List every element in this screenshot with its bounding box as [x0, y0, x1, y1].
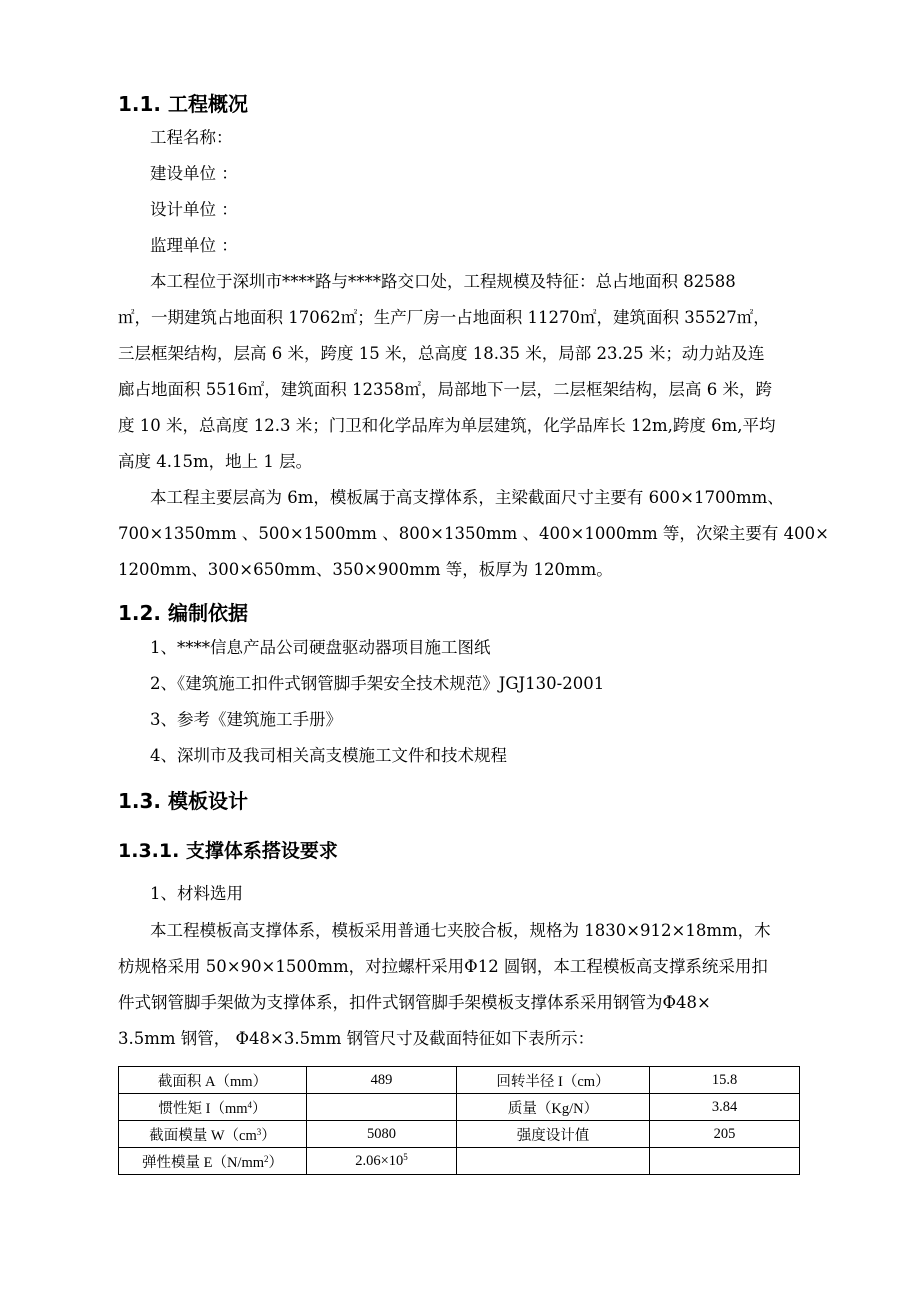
section-heading-1-1: 1.1. 工程概况 [118, 92, 248, 116]
cell-superscript: 3 [256, 1126, 262, 1137]
table-cell: 489 [307, 1067, 457, 1094]
table-row [119, 1094, 800, 1121]
cell-text: 截面模量 W（cm [149, 1127, 257, 1144]
support-para-line4: 3.5mm 钢管， Φ48×3.5mm 钢管尺寸及截面特征如下表所示： [118, 1029, 595, 1048]
table-cell [307, 1094, 457, 1121]
cell-text: ） [261, 1127, 276, 1144]
table-cell: 3.84 [650, 1094, 800, 1121]
section-heading-1-3: 1.3. 模板设计 [118, 789, 248, 813]
cell-superscript: 2 [264, 1153, 269, 1164]
table-cell: 205 [650, 1121, 800, 1148]
field-supervision-unit: 监理单位 ： [150, 236, 238, 255]
table-cell [457, 1148, 650, 1175]
table-cell: 强度设计值 [457, 1121, 650, 1148]
field-project-name: 工程名称： [150, 128, 233, 147]
table-cell: 5080 [307, 1121, 457, 1148]
table-cell: 截面积 A（mm） [119, 1067, 307, 1094]
material-selection-title: 1、材料选用 [150, 884, 243, 903]
basis-item-1: 1、****信息产品公司硬盘驱动器项目施工图纸 [150, 638, 491, 657]
cell-text: 2.06×10 [355, 1152, 404, 1169]
table-cell [119, 1121, 307, 1148]
cell-text: ） [268, 1154, 284, 1171]
support-para-line2: 枋规格采用 50×90×1500mm，对拉螺杆采用Φ12 圆钢，本工程模板高支撑系统采用扣 [118, 957, 768, 976]
overview-para1-line3: 三层框架结构，层高 6 米，跨度 15 米，总高度 18.35 米，局部 23.25 米；动力站及连 [118, 344, 765, 363]
table-cell: 质量（Kg/N） [457, 1094, 650, 1121]
cell-text: 弹性模量 E（N/mm [141, 1154, 265, 1171]
overview-para1-line6: 高度 4.15m，地上 1 层。 [118, 452, 313, 471]
overview-para2-line3: 1200mm、300×650mm、350×900mm 等，板厚为 120mm。 [118, 560, 613, 579]
overview-para1-line1: 本工程位于深圳市****路与****路交口处，工程规模及特征：总占地面积 82588 [150, 272, 736, 291]
support-para-line1: 本工程模板高支撑体系，模板采用普通七夹胶合板，规格为 1830×912×18mm，木 [150, 921, 771, 940]
table-row [119, 1148, 800, 1175]
overview-para1-line5: 度 10 米，总高度 12.3 米；门卫和化学品库为单层建筑，化学品库长 12m,跨度 6m,平均 [118, 416, 776, 435]
field-construction-unit: 建设单位 ： [150, 164, 238, 183]
table-row [119, 1121, 800, 1148]
table-cell [119, 1148, 307, 1175]
cell-superscript: 4 [247, 1099, 252, 1110]
overview-para2-line1: 本工程主要层高为 6m，模板属于高支撑体系，主梁截面尺寸主要有 600×1700mm、 [150, 488, 784, 507]
table-row [119, 1067, 800, 1094]
table-cell: 回转半径 I（cm） [457, 1067, 650, 1094]
cell-text: 惯性矩 I（mm [158, 1100, 248, 1117]
steel-pipe-properties-table [118, 1066, 800, 1175]
basis-item-4: 4、深圳市及我司相关高支模施工文件和技术规程 [150, 746, 507, 765]
field-design-unit: 设计单位 ： [150, 200, 238, 219]
table-cell [307, 1148, 457, 1175]
support-para-line3: 件式钢管脚手架做为支撑体系，扣件式钢管脚手架模板支撑体系采用钢管为Φ48× [118, 993, 711, 1012]
table-cell: 15.8 [650, 1067, 800, 1094]
overview-para2-line2: 700×1350mm 、500×1500mm 、800×1350mm 、400×1000mm 等，次梁主要有 400× [118, 524, 829, 543]
basis-item-2: 2、《建筑施工扣件式钢管脚手架安全技术规范》JGJ130-2001 [150, 674, 605, 693]
cell-text: ） [252, 1100, 267, 1117]
section-heading-1-2: 1.2. 编制依据 [118, 601, 248, 625]
cell-superscript: 5 [403, 1151, 408, 1162]
section-heading-1-3-1: 1.3.1. 支撑体系搭设要求 [118, 840, 338, 862]
overview-para1-line2: ㎡，一期建筑占地面积 17062㎡；生产厂房一占地面积 11270㎡，建筑面积 35527㎡， [118, 308, 770, 327]
table-cell [119, 1094, 307, 1121]
table-cell [650, 1148, 800, 1175]
basis-item-3: 3、参考《建筑施工手册》 [150, 710, 342, 729]
overview-para1-line4: 廊占地面积 5516㎡，建筑面积 12358㎡，局部地下一层，二层框架结构，层高 6 米，跨 [118, 380, 772, 399]
